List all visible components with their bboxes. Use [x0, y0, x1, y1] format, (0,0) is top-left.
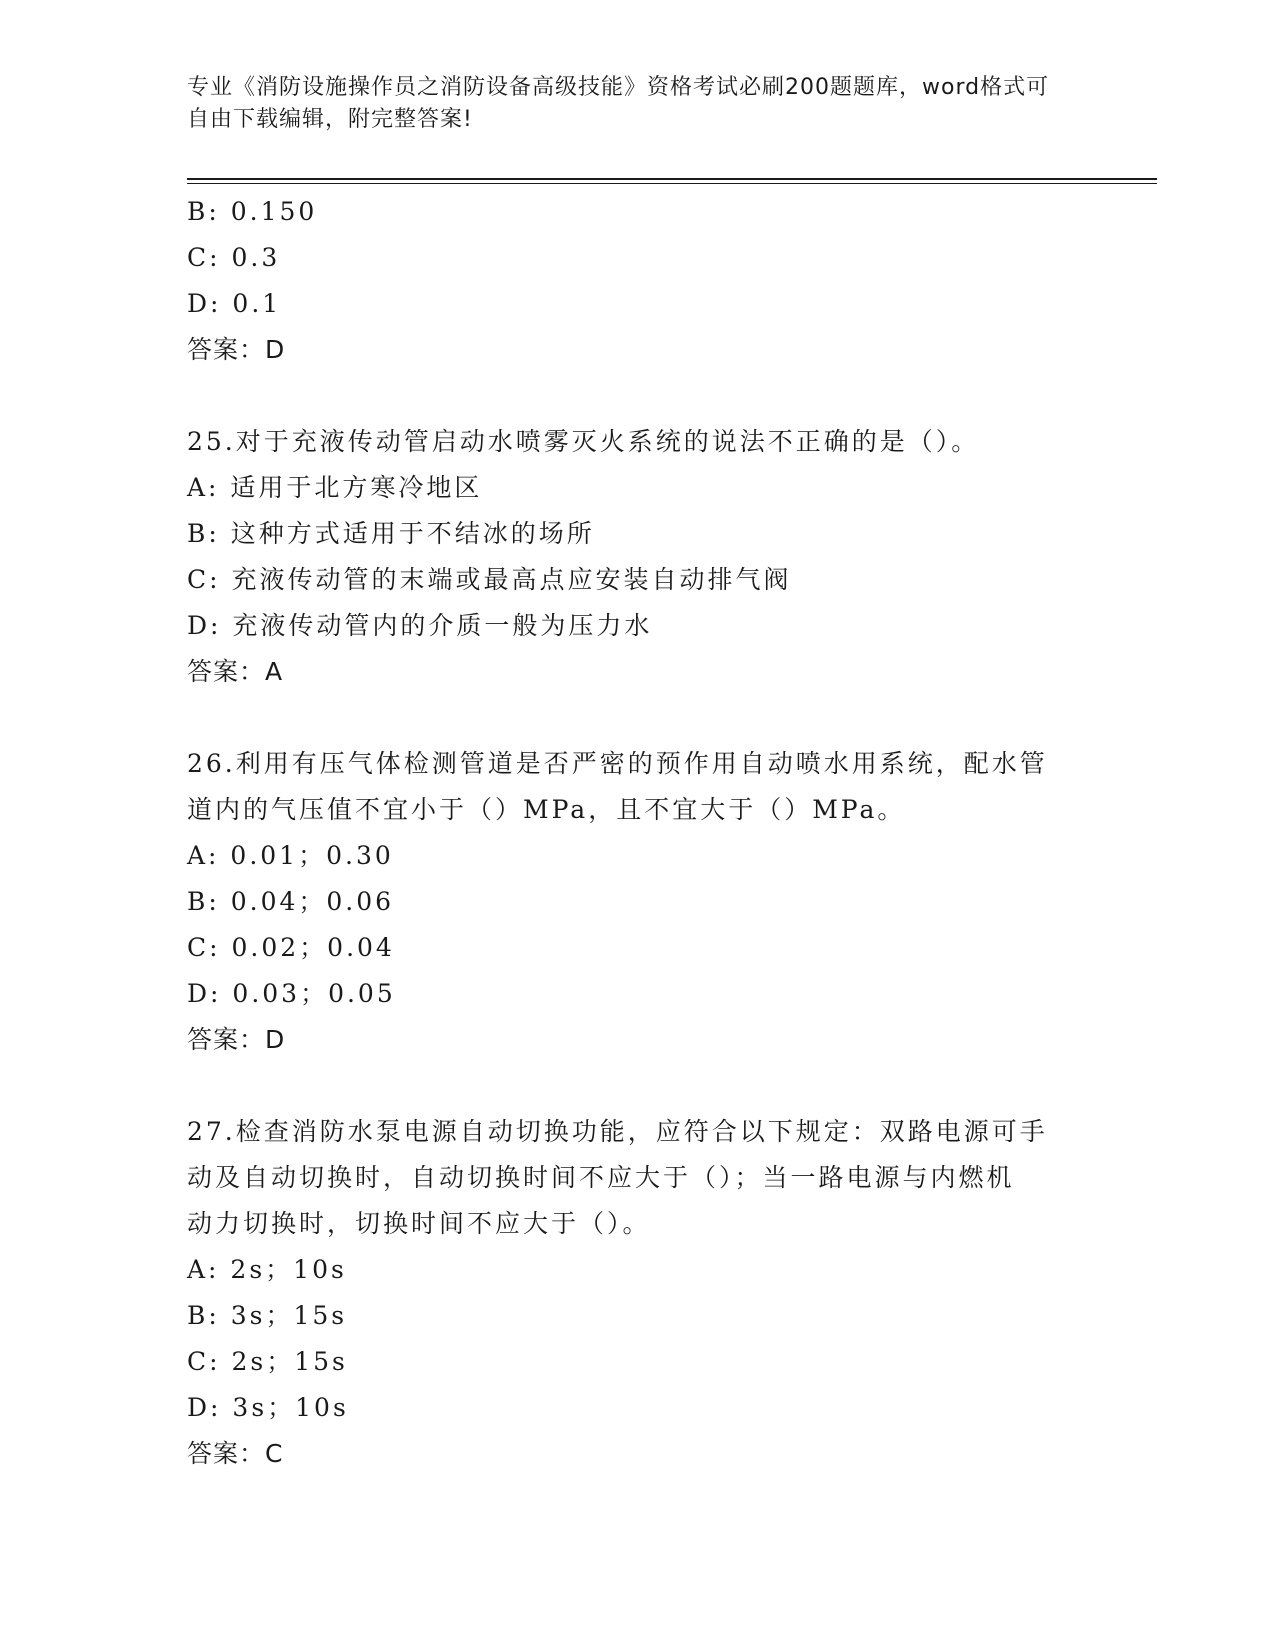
answer-line: 答案：D	[187, 335, 286, 364]
answer-line: 答案：D	[187, 1025, 286, 1054]
option-c: C: 2s；15s	[187, 1347, 348, 1376]
question-stem: 27.检查消防水泵电源自动切换功能，应符合以下规定：双路电源可手 动及自动切换时，自动切换时间不应大于（）；当一路电源与内燃机 动力切换时，切换时间不应大于（）。	[187, 1117, 1048, 1238]
question-25	[187, 419, 1087, 695]
option-b: B: 这种方式适用于不结冰的场所	[187, 519, 595, 548]
answer-line: 答案：A	[187, 657, 284, 686]
option-a: A: 适用于北方寒冷地区	[187, 473, 483, 502]
header-divider-thick	[187, 178, 1157, 180]
question-24-continued	[187, 189, 1087, 373]
option-a: A: 0.01；0.30	[187, 841, 394, 870]
question-list	[187, 189, 1087, 1477]
option-a: A: 2s；10s	[187, 1255, 347, 1284]
question-26	[187, 741, 1087, 1063]
answer-line: 答案：C	[187, 1439, 284, 1468]
header-divider-thin	[187, 183, 1157, 184]
option-b: B: 0.04；0.06	[187, 887, 395, 916]
option-c: C: 充液传动管的末端或最高点应安装自动排气阀	[187, 565, 792, 594]
option-d: D: 充液传动管内的介质一般为压力水	[187, 611, 653, 640]
option-d: D: 0.1	[187, 289, 282, 318]
question-27	[187, 1109, 1087, 1477]
option-b: B: 0.150	[187, 197, 318, 226]
option-d: D: 0.03；0.05	[187, 979, 396, 1008]
question-stem: 25.对于充液传动管启动水喷雾灭火系统的说法不正确的是（）。	[187, 427, 980, 456]
option-b: B: 3s；15s	[187, 1301, 348, 1330]
option-c: C: 0.3	[187, 243, 281, 272]
document-header: 专业《消防设施操作员之消防设备高级技能》资格考试必刷200题题库，word格式可自由下载编辑，附完整答案!	[187, 75, 1050, 132]
option-c: C: 0.02；0.04	[187, 933, 395, 962]
option-d: D: 3s；10s	[187, 1393, 349, 1422]
question-stem: 26.利用有压气体检测管道是否严密的预作用自动喷水用系统，配水管 道内的气压值不宜小于（）MPa，且不宜大于（）MPa。	[187, 749, 1048, 824]
